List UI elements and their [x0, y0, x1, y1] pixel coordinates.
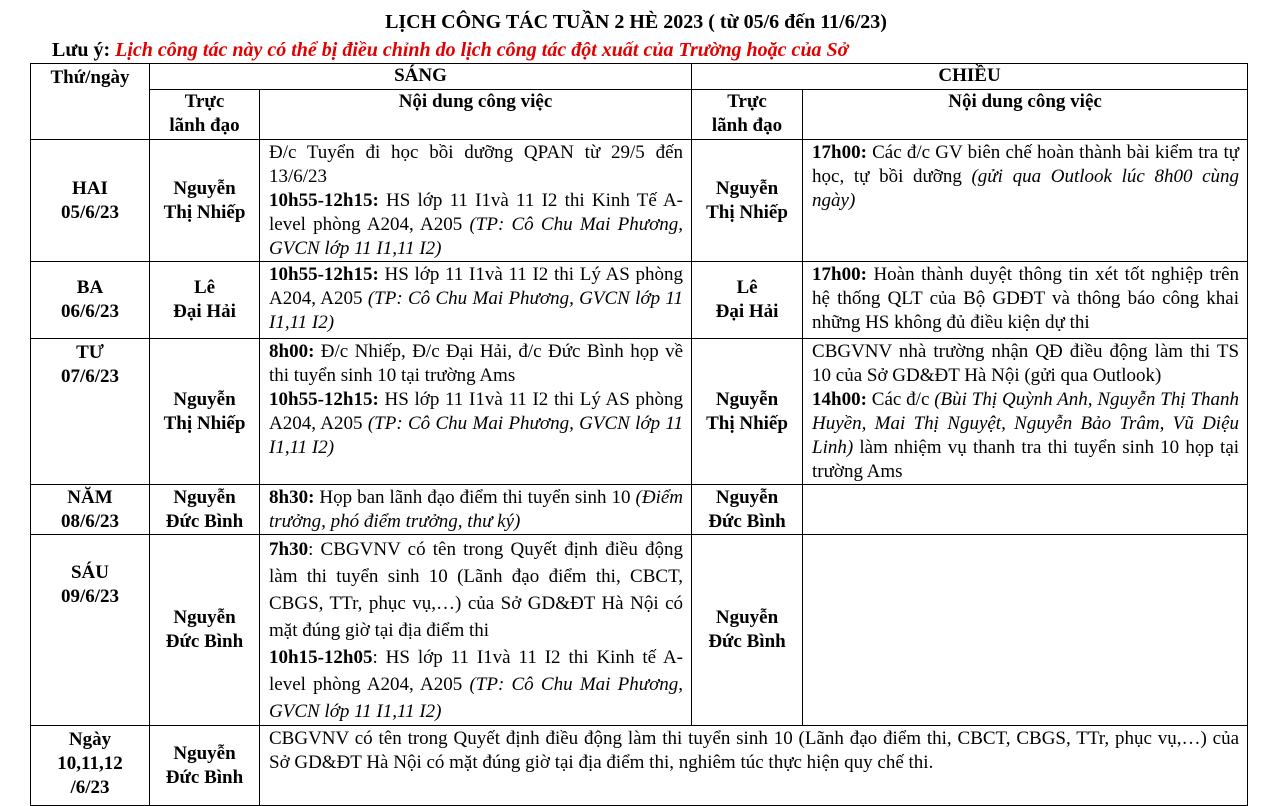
header-pm-content: Nội dung công việc — [803, 90, 1248, 140]
am-content-cell: 10h55-12h15: HS lớp 11 I1và 11 I2 thi Lý AS phòng A204, A205 (TP: Cô Chu Mai Phương, GVCN lớp 11 I1,11 I2) — [260, 262, 692, 339]
am-leader-cell: Nguyễn Đức Bình — [150, 485, 260, 535]
pm-content-cell: 17h00: Hoàn thành duyệt thông tin xét tốt nghiệp trên hệ thống QLT của Bộ GDĐT và thông báo công khai những HS không đủ điều kiện dự thi — [803, 262, 1248, 339]
table-row — [31, 262, 1248, 339]
pm-leader-cell: Nguyễn Thị Nhiếp — [692, 140, 803, 262]
pm-leader-cell: Nguyễn Đức Bình — [692, 485, 803, 535]
note-message: Lịch công tác này có thể bị điều chỉnh do lịch công tác đột xuất của Trường hoặc của Sở — [115, 39, 849, 61]
table-row — [31, 339, 1248, 485]
pm-leader-cell: Nguyễn Đức Bình — [692, 535, 803, 726]
day-cell: NĂM 08/6/23 — [31, 485, 150, 535]
day-cell: Ngày 10,11,12 /6/23 — [31, 726, 150, 806]
am-leader-cell: Nguyễn Đức Bình — [150, 726, 260, 806]
table-row — [31, 535, 1248, 726]
day-cell: BA 06/6/23 — [31, 262, 150, 339]
header-am-leader: Trực lãnh đạo — [150, 90, 260, 140]
header-morning: SÁNG — [150, 64, 692, 90]
am-content-cell: 8h00: Đ/c Nhiếp, Đ/c Đại Hải, đ/c Đức Bình họp về thi tuyển sinh 10 tại trường Ams 10h55-12h15: HS lớp 11 I1và 11 I2 thi Lý AS phòng A204, A205 (TP: Cô Chu Mai Phương, GVCN lớp 11 I1,11 I2) — [260, 339, 692, 485]
schedule-table — [30, 63, 1248, 806]
day-cell: SÁU 09/6/23 — [31, 535, 150, 726]
am-leader-cell: Nguyễn Thị Nhiếp — [150, 339, 260, 485]
pm-content-cell — [803, 485, 1248, 535]
header-pm-leader: Trực lãnh đạo — [692, 90, 803, 140]
am-content-cell: 8h30: Họp ban lãnh đạo điểm thi tuyển sinh 10 (Điểm trưởng, phó điểm trưởng, thư ký) — [260, 485, 692, 535]
pm-content-cell: CBGVNV nhà trường nhận QĐ điều động làm thi TS 10 của Sở GD&ĐT Hà Nội (gửi qua Outlook) 14h00: Các đ/c (Bùi Thị Quỳnh Anh, Nguyễn Thị Thanh Huyền, Mai Thị Nguyệt, Nguyễn Bảo Trâm, Vũ Diệu Linh) làm nhiệm vụ thanh tra thi tuyển sinh 10 họp tại trường Ams — [803, 339, 1248, 485]
header-row-1 — [31, 64, 1248, 90]
table-row — [31, 726, 1248, 806]
table-row — [31, 485, 1248, 535]
header-row-2 — [31, 90, 1248, 140]
table-row — [31, 140, 1248, 262]
note-label: Lưu ý: — [52, 39, 111, 61]
am-leader-cell: Lê Đại Hải — [150, 262, 260, 339]
full-day-content-cell: CBGVNV có tên trong Quyết định điều động làm thi tuyển sinh 10 (Lãnh đạo điểm thi, CBCT, CBGS, TTr, phục vụ,…) của Sở GD&ĐT Hà Nội có mặt đúng giờ tại địa điểm thi, nghiêm túc thực hiện quy chế thi. — [260, 726, 1248, 806]
am-content-cell: Đ/c Tuyển đi học bồi dưỡng QPAN từ 29/5 đến 13/6/23 10h55-12h15: HS lớp 11 I1và 11 I2 thi Kinh Tế A- level phòng A204, A205 (TP: Cô Chu Mai Phương, GVCN lớp 11 I1,11 I2) — [260, 140, 692, 262]
header-day: Thứ/ngày — [31, 64, 150, 140]
header-am-content: Nội dung công việc — [260, 90, 692, 140]
am-leader-cell: Nguyễn Thị Nhiếp — [150, 140, 260, 262]
day-cell: TƯ 07/6/23 — [31, 339, 150, 485]
pm-leader-cell: Nguyễn Thị Nhiếp — [692, 339, 803, 485]
pm-leader-cell: Lê Đại Hải — [692, 262, 803, 339]
pm-content-cell — [803, 535, 1248, 726]
header-afternoon: CHIỀU — [692, 64, 1248, 90]
day-cell: HAI 05/6/23 — [31, 140, 150, 262]
am-content-cell: 7h30: CBGVNV có tên trong Quyết định điều động làm thi tuyển sinh 10 (Lãnh đạo điểm thi, CBCT, CBGS, TTr, phục vụ,…) của Sở GD&ĐT Hà Nội có mặt đúng giờ tại địa điểm thi 10h15-12h05: HS lớp 11 I1và 11 I2 thi Kinh tế A- level phòng A204, A205 (TP: Cô Chu Mai Phương, GVCN lớp 11 I1,11 I2) — [260, 535, 692, 726]
am-leader-cell: Nguyễn Đức Bình — [150, 535, 260, 726]
pm-content-cell: 17h00: Các đ/c GV biên chế hoàn thành bài kiểm tra tự học, tự bồi dưỡng (gửi qua Outlook lúc 8h00 cùng ngày) — [803, 140, 1248, 262]
page-title: LỊCH CÔNG TÁC TUẦN 2 HÈ 2023 ( từ 05/6 đến 11/6/23) — [385, 11, 887, 33]
schedule-note — [52, 37, 848, 63]
